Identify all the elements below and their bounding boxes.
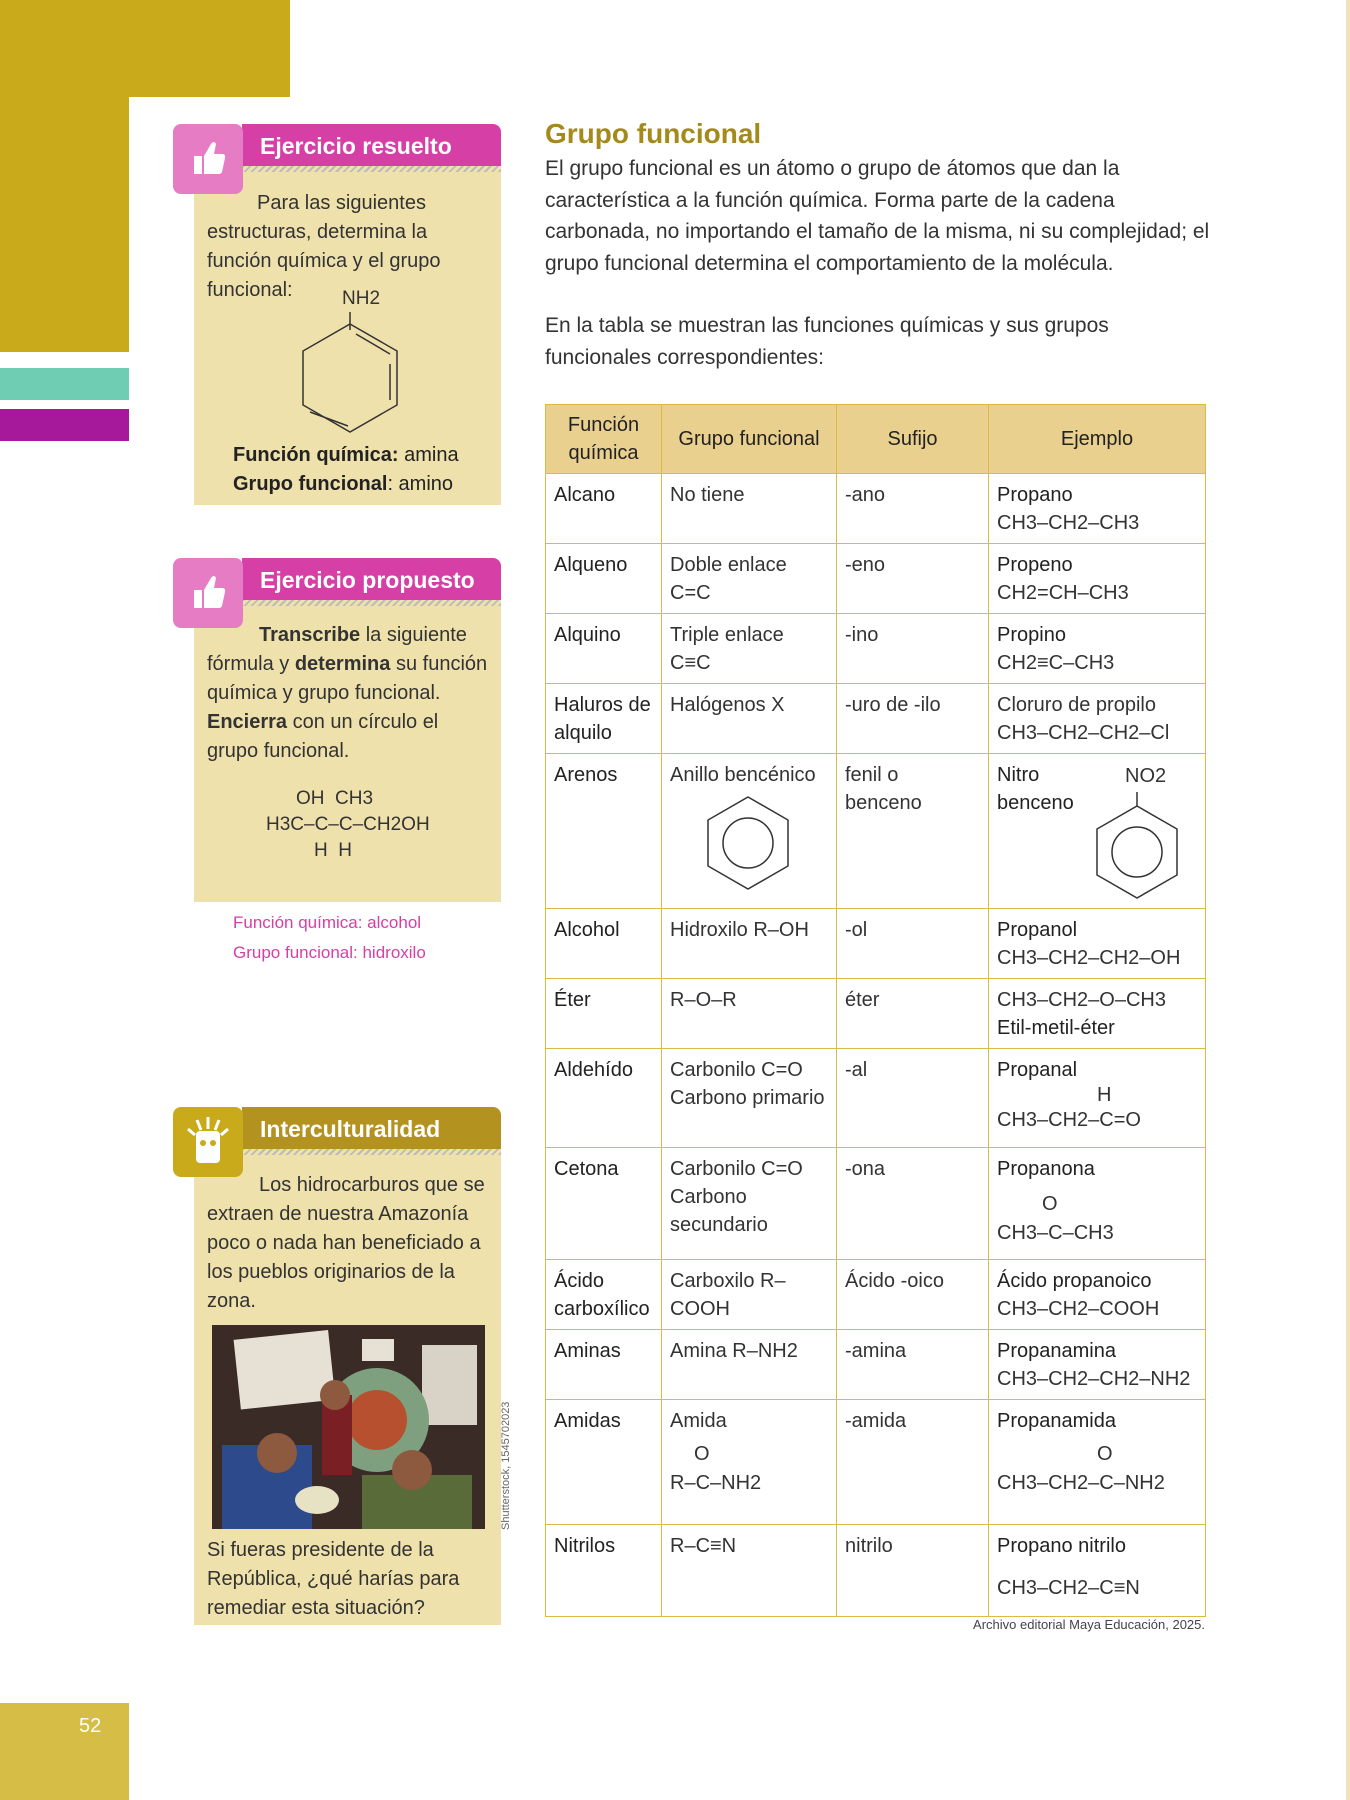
proposed-text-2: la siguiente fórmula y (207, 624, 467, 675)
intercultural-title: Interculturalidad (260, 1116, 441, 1142)
example-formula: CH3–CH2–CH2–OH (997, 947, 1181, 969)
cell-group: No tiene (662, 474, 837, 544)
example-formula: CH3–C–CH3 (997, 1222, 1114, 1244)
table-row (546, 1260, 1206, 1330)
page-number-band (0, 1703, 129, 1800)
table-row (546, 909, 1206, 979)
cell-suffix: -amida (837, 1400, 989, 1525)
cell-suffix: nitrilo (837, 1525, 989, 1617)
cell-group: R–C≡N (662, 1525, 837, 1617)
table-row (546, 1049, 1206, 1148)
resolved-exercise-title: Ejercicio resuelto (260, 133, 452, 159)
cell-group: Carbonilo C=O Carbono secundario (662, 1148, 837, 1260)
example-name: Propanona (997, 1158, 1095, 1180)
example-formula: CH3–CH2–C≡N (997, 1577, 1140, 1599)
example-name: Ácido propanoico (997, 1270, 1152, 1292)
table-row (546, 1330, 1206, 1400)
resolved-exercise-header (242, 124, 501, 166)
table-row (546, 979, 1206, 1049)
cell-group (662, 754, 837, 909)
cell-function: Alqueno (546, 544, 662, 614)
intercultural-paragraph: Los hidrocarburos que se extraen de nuestra Amazonía poco o nada han beneficiado a los pueblos originarios de la zona. (207, 1174, 485, 1312)
answer-group-label: Grupo funcional (233, 473, 388, 495)
cell-group: Triple enlace C≡C (662, 614, 837, 684)
example-name: Etil-metil-éter (997, 1017, 1115, 1039)
example-name: Propano nitrilo (997, 1535, 1126, 1557)
table-intro-paragraph: En la tabla se muestran las funciones químicas y sus grupos funcionales correspondientes: (545, 314, 1109, 369)
cell-function: Cetona (546, 1148, 662, 1260)
cell-example (989, 684, 1206, 754)
example-name: Nitro benceno (997, 764, 1074, 814)
intercultural-header (242, 1107, 501, 1149)
aniline-label: NH2 (342, 288, 381, 309)
table-credit: Archivo editorial Maya Educación, 2025. (973, 1617, 1205, 1632)
formula-mid: H3C–C–C–CH2OH (266, 814, 430, 835)
example-name: Propano (997, 484, 1073, 506)
photo-credit: Shutterstock, 1545702023 (500, 1401, 512, 1530)
cell-example (989, 1400, 1206, 1525)
cell-group: R–O–R (662, 979, 837, 1049)
group-formula: R–C–NH2 (670, 1472, 762, 1494)
table-row (546, 544, 1206, 614)
cell-function: Aminas (546, 1330, 662, 1400)
example-formula: CH3–CH2–CH2–NH2 (997, 1368, 1191, 1390)
thumbs-up-icon (173, 124, 243, 194)
proposed-answers (233, 908, 426, 968)
example-name: Propanal (997, 1059, 1078, 1081)
cell-example (989, 614, 1206, 684)
cell-group: Carbonilo C=O Carbono primario (662, 1049, 837, 1148)
table-row (546, 1525, 1206, 1617)
decorative-stripe-teal (0, 368, 129, 400)
header-function: Función química (546, 405, 662, 474)
cell-function: Haluros de alquilo (546, 684, 662, 754)
example-formula-top: O (1042, 1193, 1058, 1215)
header-group: Grupo funcional (662, 405, 837, 474)
cell-example (989, 909, 1206, 979)
cell-suffix: -ona (837, 1148, 989, 1260)
example-formula: CH2≡C–CH3 (997, 652, 1115, 674)
thumbs-up-icon (173, 558, 243, 628)
example-formula: CH3–CH2–C–NH2 (997, 1472, 1165, 1494)
formula-bottom: H H (314, 840, 352, 861)
cell-suffix: -ol (837, 909, 989, 979)
mask-icon (173, 1107, 243, 1177)
intercultural-question (207, 1536, 492, 1623)
functional-groups-table (545, 404, 1206, 1617)
example-name: Propanol (997, 919, 1078, 941)
cell-function: Aldehído (546, 1049, 662, 1148)
example-name: Propanamida (997, 1410, 1116, 1432)
proposed-text-6: con un círculo el grupo funcional. (207, 711, 439, 762)
cell-function: Alcano (546, 474, 662, 544)
example-formula: CH3–CH2–COOH (997, 1298, 1160, 1320)
proposed-exercise-text (207, 621, 492, 766)
example-formula: CH3–CH2–CH3 (997, 512, 1140, 534)
resolved-intro-text: Para las siguientes estructuras, determina la función química y el grupo funcional: (207, 192, 441, 301)
cell-example (989, 474, 1206, 544)
proposed-bold-circle: Encierra (207, 711, 288, 733)
cell-suffix: fenil o benceno (837, 754, 989, 909)
nitro-label: NO2 (1125, 765, 1167, 787)
answer-function-value: amina (404, 444, 459, 466)
answer-function-label: Función química: (233, 444, 399, 466)
table-row (546, 754, 1206, 909)
cell-group: Carboxilo R–COOH (662, 1260, 837, 1330)
proposed-exercise-title: Ejercicio propuesto (260, 567, 475, 593)
cell-group: Hidroxilo R–OH (662, 909, 837, 979)
protest-photo (212, 1325, 485, 1529)
cell-example (989, 1260, 1206, 1330)
page-edge (1346, 0, 1350, 1800)
formula-top: OH CH3 (296, 788, 374, 809)
cell-suffix: -ano (837, 474, 989, 544)
cell-function: Nitrilos (546, 1525, 662, 1617)
decorative-band-left (0, 0, 129, 352)
cell-example (989, 1049, 1206, 1148)
example-name: Propeno (997, 554, 1073, 576)
cell-suffix: éter (837, 979, 989, 1049)
cell-example (989, 1330, 1206, 1400)
proposed-text-4: su función química y grupo funcional. (207, 653, 488, 704)
cell-example (989, 1148, 1206, 1260)
header-example: Ejemplo (989, 405, 1206, 474)
intercultural-text (207, 1171, 492, 1316)
cell-suffix: -ino (837, 614, 989, 684)
table-row (546, 684, 1206, 754)
cell-function: Alcohol (546, 909, 662, 979)
example-formula-top: H (1097, 1084, 1112, 1106)
example-name: Propanamina (997, 1340, 1116, 1362)
intercultural-question-text: Si fueras presidente de la República, ¿qué harías para remediar esta situación? (207, 1539, 460, 1619)
resolved-answers (233, 441, 459, 499)
intro-paragraph: El grupo funcional es un átomo o grupo de átomos que dan la característica a la función química. Forma parte de la cadena carbonada, no importando el tamaño de la misma, ni su complejidad; el grupo funcional determina el comportamiento de la molécula. (545, 157, 1210, 275)
example-name: Cloruro de propilo (997, 694, 1156, 716)
cell-group: Doble enlace C=C (662, 544, 837, 614)
cell-suffix: -amina (837, 1330, 989, 1400)
proposed-bold-transcribe: Transcribe (259, 624, 361, 646)
example-formula: CH3–CH2–CH2–Cl (997, 722, 1170, 744)
benzene-ring-icon (698, 793, 798, 893)
cell-suffix: -uro de -ilo (837, 684, 989, 754)
header-suffix: Sufijo (837, 405, 989, 474)
aniline-structure (290, 286, 410, 436)
decorative-stripe-magenta (0, 409, 129, 441)
cell-suffix: -al (837, 1049, 989, 1148)
table-header-row (546, 405, 1206, 474)
cell-function: Arenos (546, 754, 662, 909)
table-row (546, 1400, 1206, 1525)
propanediol-formula (266, 786, 430, 864)
group-label: Amida (670, 1410, 727, 1432)
cell-suffix: Ácido -oico (837, 1260, 989, 1330)
cell-function: Éter (546, 979, 662, 1049)
example-formula: CH3–CH2–C=O (997, 1109, 1141, 1131)
cell-function: Amidas (546, 1400, 662, 1525)
cell-example (989, 754, 1206, 909)
example-formula-top: O (1097, 1443, 1113, 1465)
cell-function: Ácido carboxílico (546, 1260, 662, 1330)
example-name: Propino (997, 624, 1066, 646)
cell-group: Halógenos X (662, 684, 837, 754)
proposed-exercise-header (242, 558, 501, 600)
cell-function: Alquino (546, 614, 662, 684)
group-label: Anillo bencénico (670, 764, 816, 786)
proposed-answer-group: Grupo funcional: hidroxilo (233, 943, 426, 962)
example-formula: CH3–CH2–O–CH3 (997, 989, 1166, 1011)
cell-example (989, 979, 1206, 1049)
cell-example (989, 1525, 1206, 1617)
table-row (546, 614, 1206, 684)
cell-group: Amina R–NH2 (662, 1330, 837, 1400)
nitrobenzene-icon (1087, 790, 1187, 900)
page-number: 52 (79, 1715, 102, 1737)
proposed-bold-determine: determina (294, 653, 391, 675)
table-row (546, 1148, 1206, 1260)
group-formula-top: O (694, 1443, 710, 1465)
cell-example (989, 544, 1206, 614)
example-formula: CH2=CH–CH3 (997, 582, 1129, 604)
proposed-answer-function: Función química: alcohol (233, 913, 422, 932)
answer-group-value: : amino (387, 473, 454, 495)
table-row (546, 474, 1206, 544)
cell-suffix: -eno (837, 544, 989, 614)
cell-group (662, 1400, 837, 1525)
page-title: Grupo funcional (545, 118, 762, 149)
